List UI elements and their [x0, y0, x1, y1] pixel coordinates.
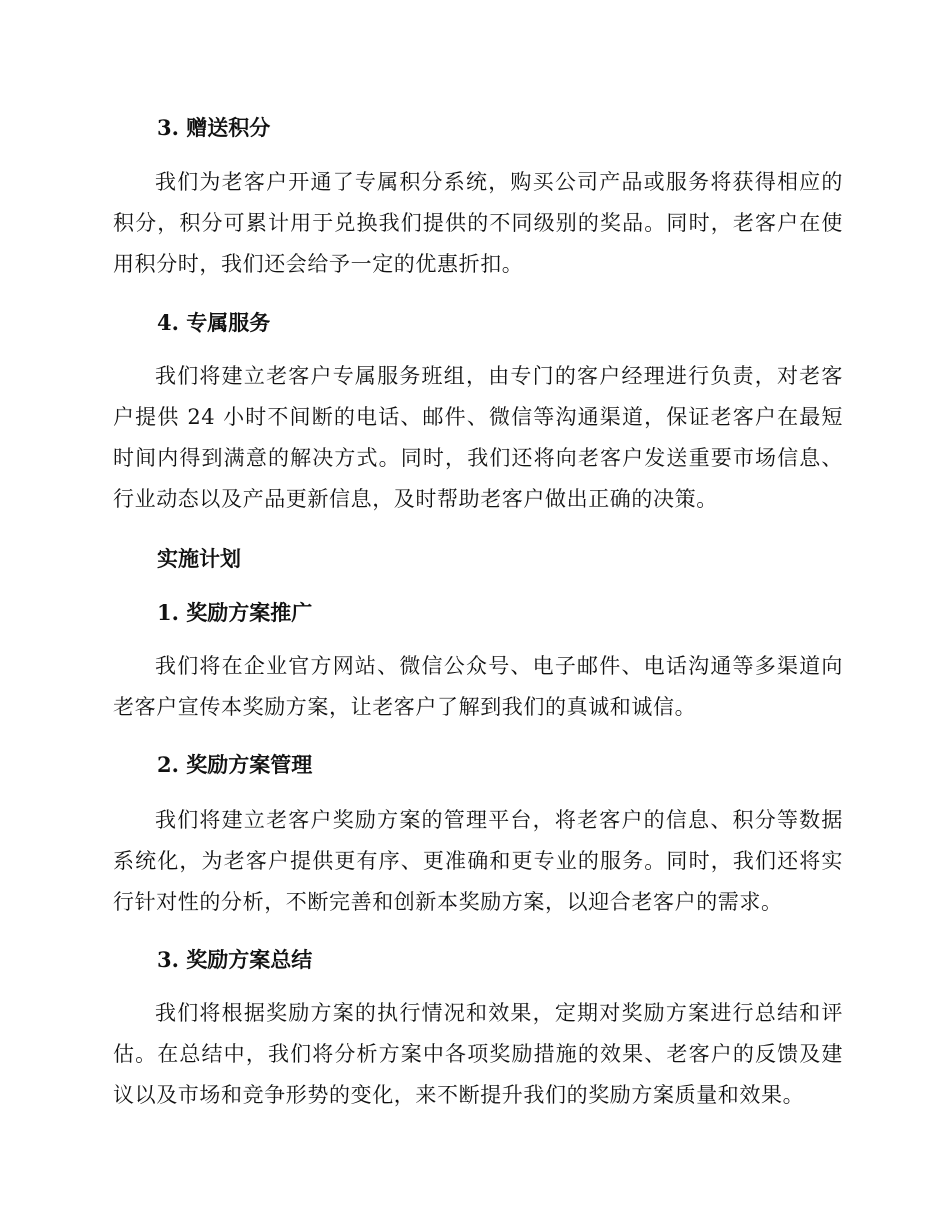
section-paragraph-gift-points: 我们为老客户开通了专属积分系统，购买公司产品或服务将获得相应的积分，积分可累计用于兑换我们提供的不同级别的奖品。同时，老客户在使用积分时，我们还会给予一定的优惠折扣。: [113, 170, 843, 276]
section-paragraph-management: 我们将建立老客户奖励方案的管理平台，将老客户的信息、积分等数据系统化，为老客户提供更有序、更准确和更专业的服务。同时，我们还将实行针对性的分析，不断完善和创新本奖励方案，以迎合老客户的需求。: [113, 808, 843, 914]
section-heading-gift-points: 3. 赠送积分: [157, 115, 271, 140]
section-paragraph-exclusive-service: 我们将建立老客户专属服务班组，由专门的客户经理进行负责，对老客户提供 24 小时不间断的电话、邮件、微信等沟通渠道，保证老客户在最短时间内得到满意的解决方式。同时，我们还将向老客户发送重要市场信息、行业动态以及产品更新信息，及时帮助老客户做出正确的决策。: [113, 364, 843, 511]
section-heading-management: 2. 奖励方案管理: [157, 752, 313, 777]
section-heading-summary: 3. 奖励方案总结: [157, 947, 313, 972]
section-heading-implementation-plan: 实施计划: [157, 546, 241, 571]
section-paragraph-promotion: 我们将在企业官方网站、微信公众号、电子邮件、电话沟通等多渠道向老客户宣传本奖励方案，让老客户了解到我们的真诚和诚信。: [113, 654, 843, 719]
section-heading-exclusive-service: 4. 专属服务: [157, 310, 271, 335]
section-paragraph-summary: 我们将根据奖励方案的执行情况和效果，定期对奖励方案进行总结和评估。在总结中，我们将分析方案中各项奖励措施的效果、老客户的反馈及建议以及市场和竞争形势的变化，来不断提升我们的奖励方案质量和效果。: [113, 1001, 843, 1107]
section-heading-promotion: 1. 奖励方案推广: [157, 600, 313, 625]
